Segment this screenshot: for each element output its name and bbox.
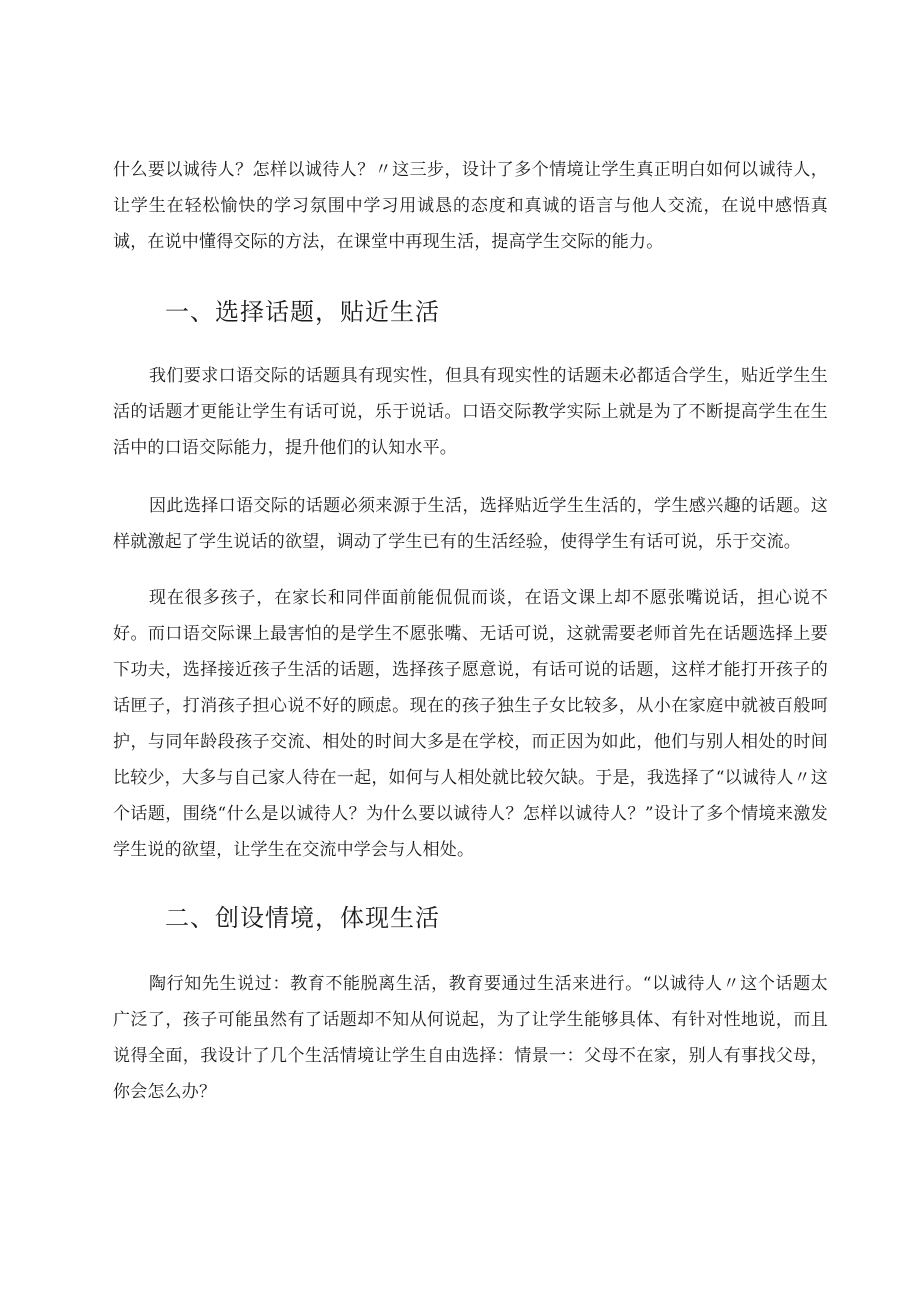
paragraph-tao-xingzhi: 陶行知先生说过：教育不能脱离生活，教育要通过生活来进行。“以诚待人〃这个话题太广泛了，孩子可能虽然有了话题却不知从何说起，为了让学生能够具体、有针对性地说，而且说得全面，我设计了几个生活情境让学生自由选择：情景一：父母不在家，别人有事找父母，你会怎么办？	[113, 974, 828, 1102]
paragraph-intro-continuation: 什么要以诚待人？怎样以诚待人？〃这三步，设计了多个情境让学生真正明白如何以诚待人，让学生在轻松愉快的学习氛围中学习用诚恳的态度和真诚的语言与他人交流，在说中感悟真诚，在说中懂得交际的方法，在课堂中再现生活，提高学生交际的能力。	[113, 160, 828, 252]
paragraph-topic-source: 因此选择口语交际的话题必须来源于生活，选择贴近学生生活的，学生感兴趣的话题。这样就激起了学生说话的欲望，调动了学生已有的生活经验，使得学生有话可说，乐于交流。	[113, 496, 828, 552]
paragraph-children-communication: 现在很多孩子，在家长和同伴面前能侃侃而谈，在语文课上却不愿张嘴说话，担心说不好。而口语交际课上最害怕的是学生不愿张嘴、无话可说，这就需要老师首先在话题选择上要下功夫，选择接近孩子生活的话题，选择孩子愿意说，有话可说的话题，这样才能打开孩子的话匣子，打消孩子担心说不好的顾虑。现在的孩子独生子女比较多，从小在家庭中就被百般呵护，与同年龄段孩子交流、相处的时间大多是在学校，而正因为如此，他们与别人相处的时间比较少，大多与自己家人待在一起，如何与人相处就比较欠缺。于是，我选择了“以诚待人〃这个话题，围绕“什么是以诚待人？为什么要以诚待人？怎样以诚待人？”设计了多个情境来激发学生说的欲望，让学生在交流中学会与人相处。	[113, 588, 828, 860]
section-heading-2: 二、创设情境，体现生活	[165, 904, 440, 932]
paragraph-topic-reality: 我们要求口语交际的话题具有现实性，但具有现实性的话题未必都适合学生，贴近学生生活的话题才更能让学生有话可说，乐于说话。口语交际教学实际上就是为了不断提高学生在生活中的口语交际能力，提升他们的认知水平。	[113, 366, 828, 458]
section-heading-1: 一、选择话题，贴近生活	[165, 298, 440, 326]
